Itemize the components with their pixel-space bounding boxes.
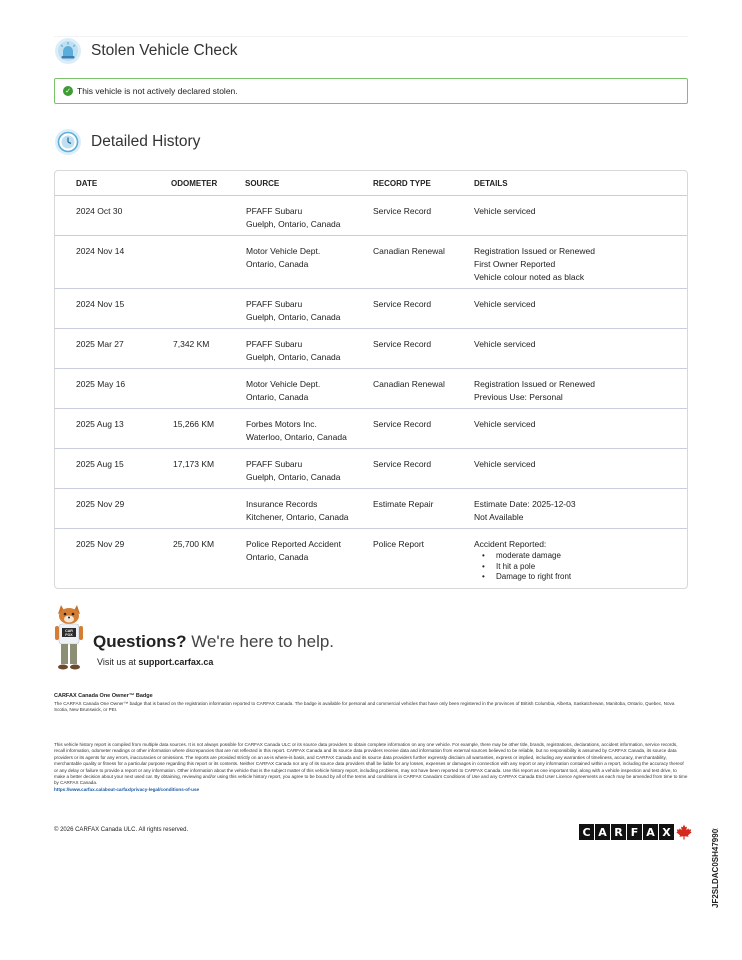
cell-details bbox=[474, 245, 595, 284]
cell-odometer bbox=[173, 458, 214, 471]
cell-odometer bbox=[173, 538, 214, 551]
cell-record-type bbox=[373, 538, 424, 551]
detailed-history-header bbox=[54, 128, 688, 156]
detail-line: Not Available bbox=[474, 512, 524, 522]
odometer-text: 17,173 KM bbox=[173, 459, 215, 469]
cell-odometer bbox=[173, 338, 209, 351]
date-text: 2025 Nov 29 bbox=[76, 499, 125, 509]
accident-detail-item: • It hit a pole bbox=[474, 562, 571, 573]
detail-line: Accident Reported: bbox=[474, 539, 547, 549]
column-header-record-type: RECORD TYPE bbox=[373, 179, 431, 188]
source-line: Police Reported Accident bbox=[246, 539, 341, 549]
questions-heading-bold: Questions? bbox=[93, 632, 187, 651]
support-prefix: Visit us at bbox=[97, 657, 139, 667]
cell-details bbox=[474, 298, 535, 311]
table-row bbox=[55, 328, 687, 368]
column-header-details: DETAILS bbox=[474, 179, 508, 188]
cell-date bbox=[76, 298, 124, 311]
svg-text:CAR: CAR bbox=[65, 629, 73, 633]
cell-source bbox=[246, 538, 341, 564]
date-text: 2025 Aug 13 bbox=[76, 419, 124, 429]
copyright: © 2026 CARFAX Canada ULC. All rights reserved. bbox=[54, 827, 189, 833]
history-table bbox=[54, 170, 688, 589]
cell-date bbox=[76, 538, 124, 551]
cell-source bbox=[246, 458, 341, 484]
cell-record-type bbox=[373, 378, 445, 391]
table-row bbox=[55, 235, 687, 288]
support-link[interactable]: support.carfax.ca bbox=[138, 657, 214, 667]
cell-date bbox=[76, 338, 124, 351]
cell-details bbox=[474, 338, 535, 351]
logo-letter: X bbox=[659, 824, 674, 840]
date-text: 2025 Nov 29 bbox=[76, 539, 125, 549]
source-line: Ontario, Canada bbox=[246, 392, 309, 402]
stolen-check-title: Stolen Vehicle Check bbox=[91, 42, 238, 59]
table-row bbox=[55, 488, 687, 528]
odometer-text: 25,700 KM bbox=[173, 539, 215, 549]
cell-source bbox=[246, 298, 341, 324]
source-line: Guelph, Ontario, Canada bbox=[246, 219, 341, 229]
badge-text: The CARFAX Canada One Owner™ badge that is based on the registration information reported to CARFAX Canada. The badge is available for personal and commercial vehicles that have only been registered in the provinces of British Columbia, Alberta, Saskatchewan, Manitoba, Ontario, Quebec, Nova Scotia, New Brunswick, or PEI. bbox=[54, 701, 675, 713]
source-line: Motor Vehicle Dept. bbox=[246, 246, 321, 256]
source-line: Guelph, Ontario, Canada bbox=[246, 312, 341, 322]
source-line: Motor Vehicle Dept. bbox=[246, 379, 321, 389]
source-line: Ontario, Canada bbox=[246, 552, 309, 562]
support-line bbox=[97, 657, 213, 667]
questions-heading bbox=[93, 632, 334, 652]
cell-source bbox=[246, 378, 320, 404]
cell-record-type bbox=[373, 498, 433, 511]
source-line: PFAFF Subaru bbox=[246, 206, 303, 216]
detail-line: Estimate Date: 2025-12-03 bbox=[474, 499, 576, 509]
vin-vertical bbox=[708, 828, 722, 908]
history-clock-icon bbox=[54, 128, 82, 156]
source-line: PFAFF Subaru bbox=[246, 459, 303, 469]
carfax-logo bbox=[579, 824, 692, 840]
cell-details bbox=[474, 458, 535, 471]
source-line: Ontario, Canada bbox=[246, 259, 309, 269]
disclaimer bbox=[54, 742, 688, 793]
source-line: PFAFF Subaru bbox=[246, 299, 303, 309]
check-circle-icon: ✓ bbox=[63, 86, 73, 96]
cell-details bbox=[474, 538, 571, 583]
cell-source bbox=[246, 205, 341, 231]
accident-detail-item: • Damage to right front bbox=[474, 572, 571, 583]
cell-record-type bbox=[373, 298, 431, 311]
source-line: Kitchener, Ontario, Canada bbox=[246, 512, 349, 522]
cell-record-type bbox=[373, 245, 445, 258]
detail-line: Registration Issued or Renewed bbox=[474, 379, 595, 389]
source-line: PFAFF Subaru bbox=[246, 339, 303, 349]
record-type-text: Service Record bbox=[373, 459, 432, 469]
siren-icon bbox=[54, 37, 82, 65]
cell-source bbox=[246, 498, 349, 524]
cell-date bbox=[76, 205, 122, 218]
maple-leaf-icon bbox=[676, 824, 692, 840]
source-line: Guelph, Ontario, Canada bbox=[246, 352, 341, 362]
cell-source bbox=[246, 245, 320, 271]
cell-source bbox=[246, 418, 347, 444]
disclaimer-text: This vehicle history report is compiled from multiple data sources. It is not always possible for CARFAX Canada ULC or its source data providers to obtain complete information on any one vehicle. For example, there may be other title, brands, registrations, declarations, accident information, service records, recall information, odometer readings or other information where discrepancies that are not reflected in this report. CARFAX Canada and its source data providers receive data and information from external sources believed to be reliable, but no responsibility is assumed by CARFAX Canada, its source data providers or its agents for any errors, inaccuracies or omissions. The reports are provided strictly on an as-is where-is basis, and CARFAX Canada and its source data providers further expressly disclaim all warranties, express or implied, including any warranties of timeliness, accuracy, merchantability, merchantable quality or fitness for a particular purpose regarding this report or its contents. Neither CARFAX Canada nor any of its source data providers shall be liable for any losses, expenses or damages in connection with any report or any information contained within a report, including the accuracy thereof or any delay or failure to provide a report or any information. Other information about the vehicle that is the subject matter of this vehicle history report, including problems, may not have been reported to CARFAX Canada. Use this report as one important tool, along with a vehicle inspection and test drive, to make a better decision about your next used car. By obtaining, reviewing and/or using this vehicle history report, you agree to be bound by all of the terms and conditions in CARFAX Canada's Conditions of Use and any CARFAX Canada End User Licence Agreements as each may be amended from time to time by CARFAX Canada. bbox=[54, 742, 688, 786]
detail-line: Previous Use: Personal bbox=[474, 392, 563, 402]
logo-letter: R bbox=[611, 824, 626, 840]
cell-record-type bbox=[373, 418, 431, 431]
cell-date bbox=[76, 418, 124, 431]
not-stolen-text: This vehicle is not actively declared stolen. bbox=[77, 86, 238, 96]
record-type-text: Police Report bbox=[373, 539, 425, 549]
cell-date bbox=[76, 245, 124, 258]
detail-line: Vehicle serviced bbox=[474, 299, 536, 309]
detail-line: Vehicle serviced bbox=[474, 459, 536, 469]
logo-letter: C bbox=[579, 824, 594, 840]
record-type-text: Service Record bbox=[373, 206, 432, 216]
odometer-text: 15,266 KM bbox=[173, 419, 215, 429]
accident-details-list bbox=[474, 551, 571, 583]
date-text: 2025 Mar 27 bbox=[76, 339, 124, 349]
cell-record-type bbox=[373, 458, 431, 471]
not-stolen-banner bbox=[54, 78, 688, 104]
cell-source bbox=[246, 338, 341, 364]
logo-letter: A bbox=[595, 824, 610, 840]
detail-line: Vehicle serviced bbox=[474, 339, 536, 349]
table-row bbox=[55, 528, 687, 588]
logo-letter: A bbox=[643, 824, 658, 840]
cell-record-type bbox=[373, 205, 431, 218]
cell-details bbox=[474, 205, 535, 218]
record-type-text: Service Record bbox=[373, 419, 432, 429]
table-row bbox=[55, 195, 687, 235]
cell-details bbox=[474, 378, 595, 404]
cell-date bbox=[76, 378, 125, 391]
detail-line: Registration Issued or Renewed bbox=[474, 246, 595, 256]
date-text: 2024 Oct 30 bbox=[76, 206, 123, 216]
date-text: 2025 Aug 15 bbox=[76, 459, 124, 469]
badge-title: CARFAX Canada One Owner™ Badge bbox=[54, 693, 153, 699]
cell-odometer bbox=[173, 418, 214, 431]
vin-text: JF2SLDAC0SH479901 bbox=[711, 828, 720, 908]
cell-details bbox=[474, 418, 535, 431]
odometer-text: 7,342 KM bbox=[173, 339, 210, 349]
svg-text:FOX: FOX bbox=[65, 633, 73, 637]
accident-detail-item: • moderate damage bbox=[474, 551, 571, 562]
table-row bbox=[55, 368, 687, 408]
table-row bbox=[55, 288, 687, 328]
source-line: Waterloo, Ontario, Canada bbox=[246, 432, 347, 442]
column-header-odometer: ODOMETER bbox=[171, 179, 218, 188]
record-type-text: Canadian Renewal bbox=[373, 246, 445, 256]
cell-date bbox=[76, 498, 124, 511]
record-type-text: Canadian Renewal bbox=[373, 379, 445, 389]
date-text: 2024 Nov 15 bbox=[76, 299, 125, 309]
date-text: 2024 Nov 14 bbox=[76, 246, 125, 256]
detail-line: Vehicle serviced bbox=[474, 419, 536, 429]
detailed-history-title: Detailed History bbox=[91, 133, 201, 150]
table-row bbox=[55, 408, 687, 448]
detail-line: First Owner Reported bbox=[474, 259, 556, 269]
column-header-source: SOURCE bbox=[245, 179, 280, 188]
record-type-text: Estimate Repair bbox=[373, 499, 434, 509]
cell-date bbox=[76, 458, 124, 471]
questions-heading-rest: We're here to help. bbox=[186, 632, 335, 651]
logo-letter: F bbox=[627, 824, 642, 840]
record-type-text: Service Record bbox=[373, 339, 432, 349]
cell-record-type bbox=[373, 338, 431, 351]
detail-line: Vehicle colour noted as black bbox=[474, 272, 585, 282]
table-row bbox=[55, 448, 687, 488]
cell-details bbox=[474, 498, 576, 524]
detail-line: Vehicle serviced bbox=[474, 206, 536, 216]
date-text: 2025 May 16 bbox=[76, 379, 126, 389]
record-type-text: Service Record bbox=[373, 299, 432, 309]
carfox-mascot bbox=[52, 604, 86, 672]
source-line: Insurance Records bbox=[246, 499, 318, 509]
stolen-check-header bbox=[54, 36, 688, 65]
source-line: Guelph, Ontario, Canada bbox=[246, 472, 341, 482]
conditions-link[interactable]: https://www.carfax.ca/about-carfax/privacy-legal/conditions-of-use bbox=[54, 786, 200, 792]
source-line: Forbes Motors Inc. bbox=[246, 419, 317, 429]
column-header-date: DATE bbox=[76, 179, 98, 188]
